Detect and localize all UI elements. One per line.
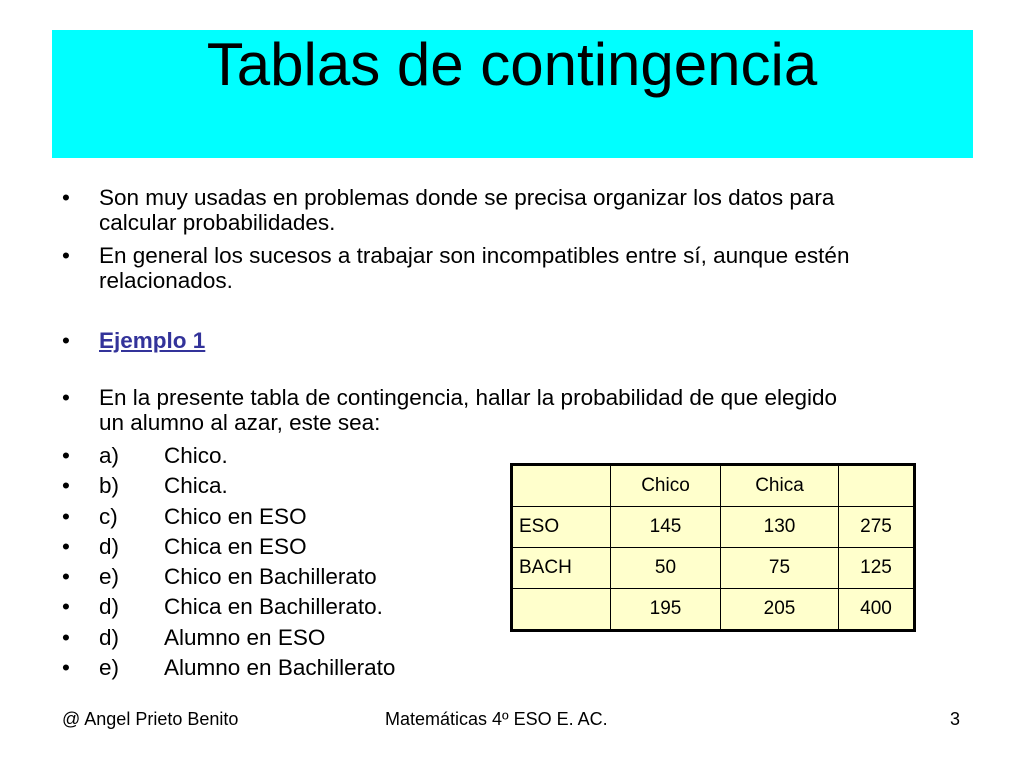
list-item [62, 655, 962, 680]
bullet-text: un alumno al azar, este sea: [99, 410, 381, 435]
table-cell [839, 465, 915, 507]
table-cell: 50 [611, 548, 721, 589]
table-cell [512, 465, 611, 507]
bullet-dot: • [62, 243, 70, 268]
table-header-row [512, 465, 915, 507]
example-link[interactable]: Ejemplo 1 [99, 328, 206, 353]
table-cell: 195 [611, 589, 721, 631]
bullet-dot: • [62, 624, 70, 650]
bullet-text: En general los sucesos a trabajar son incompatibles entre sí, aunque estén [99, 243, 850, 268]
slide-title: Tablas de contingencia [206, 31, 818, 98]
item-letter: d) [99, 594, 120, 620]
table-cell: 205 [721, 589, 839, 631]
item-letter: e) [99, 655, 120, 681]
item-text: Alumno en ESO [164, 624, 326, 650]
bullet-events [62, 243, 962, 293]
item-letter: b) [99, 473, 120, 499]
bullet-dot: • [62, 564, 70, 590]
item-letter: d) [99, 624, 120, 650]
bullet-text: Son muy usadas en problemas donde se precisa organizar los datos para [99, 185, 835, 210]
table-row [512, 507, 915, 548]
bullet-text: En la presente tabla de contingencia, hallar la probabilidad de que elegido [99, 385, 838, 410]
bullet-question [62, 385, 962, 435]
table-cell: 125 [839, 548, 915, 589]
item-text: Chica en ESO [164, 533, 307, 559]
bullet-dot: • [62, 385, 70, 410]
bullet-dot: • [62, 594, 70, 620]
intro-bullets [62, 185, 962, 293]
item-letter: a) [99, 443, 120, 468]
item-letter: d) [99, 533, 120, 559]
table-cell: 130 [721, 507, 839, 548]
table-cell: 75 [721, 548, 839, 589]
contingency-table [510, 463, 916, 632]
bullet-usage [62, 185, 962, 235]
bullet-text: calcular probabilidades. [99, 210, 336, 235]
bullet-dot: • [62, 533, 70, 559]
page-number: 3 [950, 709, 961, 729]
item-text: Chico en ESO [164, 503, 307, 529]
example-bullet [62, 328, 962, 353]
footer-author: @ Angel Prieto Benito [62, 709, 239, 729]
table-row-label: BACH [512, 548, 611, 589]
bullet-dot: • [62, 443, 70, 468]
item-text: Alumno en Bachillerato [164, 655, 396, 681]
bullet-dot: • [62, 185, 70, 210]
table-cell: 400 [839, 589, 915, 631]
bullet-dot: • [62, 655, 70, 681]
table-row-totals [512, 589, 915, 631]
table-row-label [512, 589, 611, 631]
table-row-label: ESO [512, 507, 611, 548]
bullet-dot: • [62, 473, 70, 499]
bullet-dot: • [62, 328, 70, 353]
table-row [512, 548, 915, 589]
table-cell: 275 [839, 507, 915, 548]
table-cell: 145 [611, 507, 721, 548]
item-letter: c) [99, 503, 118, 529]
footer-course: Matemáticas 4º ESO E. AC. [385, 709, 608, 729]
question-bullets [62, 385, 962, 435]
item-text: Chica en Bachillerato. [164, 594, 383, 620]
item-text: Chica. [164, 473, 228, 499]
bullet-dot: • [62, 503, 70, 529]
item-text: Chico. [164, 443, 228, 468]
item-letter: e) [99, 564, 120, 590]
table-header-chico: Chico [611, 465, 721, 507]
bullet-example [62, 328, 962, 353]
bullet-text: relacionados. [99, 268, 233, 293]
table-header-chica: Chica [721, 465, 839, 507]
item-text: Chico en Bachillerato [164, 564, 377, 590]
